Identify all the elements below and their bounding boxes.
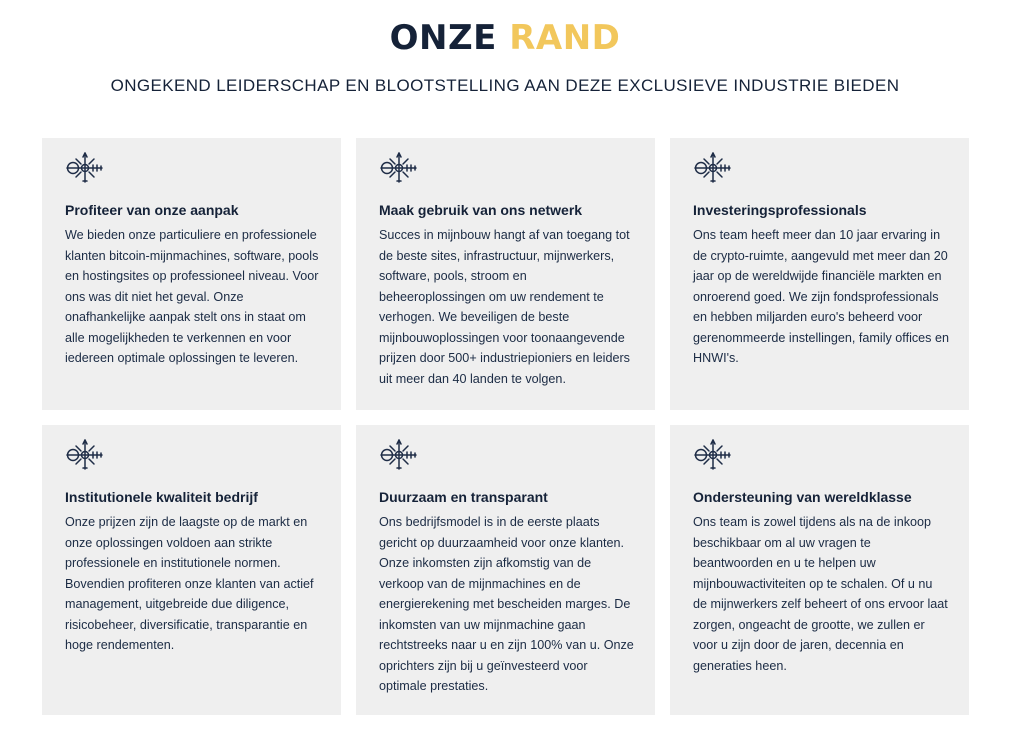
compass-key-icon xyxy=(379,439,419,471)
feature-grid xyxy=(42,138,969,715)
compass-key-icon xyxy=(65,439,105,471)
section-title-part1: ONZE xyxy=(389,18,497,58)
feature-card xyxy=(356,138,655,410)
feature-card xyxy=(42,138,341,410)
compass-key-icon xyxy=(379,152,419,184)
feature-card-title: Ondersteuning van wereldklasse xyxy=(693,489,912,505)
compass-key-icon xyxy=(65,152,105,184)
feature-card-title: Profiteer van onze aanpak xyxy=(65,202,239,218)
feature-card xyxy=(42,425,341,715)
feature-card-text: Succes in mijnbouw hangt af van toegang tot de beste sites, infrastructuur, mijnwerkers, software, pools, stroom en beheeroplossingen om uw rendement te verhogen. We beveiligen de beste mijnbouwoplossingen voor toonaangevende prijzen door 500+ industriepioniers en leiders uit meer dan 40 landen te volgen. xyxy=(379,228,630,386)
feature-card-title: Institutionele kwaliteit bedrijf xyxy=(65,489,258,505)
feature-card-text: Ons team heeft meer dan 10 jaar ervaring in de crypto-ruimte, aangevuld met meer dan 20 jaar op de wereldwijde financiële markten en onroerend goed. We zijn fondsprofessionals en hebben miljarden euro's beheerd voor gerenommeerde instellingen, family offices en HNWI's. xyxy=(693,228,949,365)
feature-card-title: Maak gebruik van ons netwerk xyxy=(379,202,583,218)
feature-card-title: Duurzaam en transparant xyxy=(379,489,548,505)
section-title xyxy=(0,18,1010,58)
compass-key-icon xyxy=(693,152,733,184)
feature-card-text: We bieden onze particuliere en professionele klanten bitcoin-mijnmachines, software, pools en hostingsites op professioneel niveau. Voor ons was dit niet het geval. Onze onafhankelijke aanpak stelt ons in staat om alle mogelijkheden te verkennen en voor iedereen optimale oplossingen te leveren. xyxy=(65,228,319,365)
feature-card-text: Onze prijzen zijn de laagste op de markt en onze oplossingen voldoen aan strikte professionele en institutionele normen. Bovendien profiteren onze klanten van actief management, uitgebreide due diligence, risicobeheer, diversificatie, transparantie en hoge rendementen. xyxy=(65,515,314,652)
feature-card-text: Ons team is zowel tijdens als na de inkoop beschikbaar om al uw vragen te beantwoorden en u te helpen uw mijnbouwactiviteiten op te schalen. Of u nu de mijnwerkers zelf beheert of ons ervoor laat zorgen, ongeacht de grootte, we zullen er voor u zijn door de jaren, decennia en generaties heen. xyxy=(693,515,948,673)
feature-card xyxy=(670,138,969,410)
feature-card xyxy=(356,425,655,715)
feature-card xyxy=(670,425,969,715)
section-title-part2: RAND xyxy=(509,18,621,58)
feature-card-title: Investeringsprofessionals xyxy=(693,202,867,218)
section-subtitle: ONGEKEND LEIDERSCHAP EN BLOOTSTELLING AAN DEZE EXCLUSIEVE INDUSTRIE BIEDEN xyxy=(110,76,900,95)
feature-card-text: Ons bedrijfsmodel is in de eerste plaats gericht op duurzaamheid voor onze klanten. Onze inkomsten zijn afkomstig van de verkoop van de mijnmachines en de energierekening met bescheiden marges. De inkomsten van uw mijnmachine gaan rechtstreeks naar u en zijn 100% van u. Onze oprichters zijn bij u geïnvesteerd voor optimale prestaties. xyxy=(379,515,634,693)
compass-key-icon xyxy=(693,439,733,471)
